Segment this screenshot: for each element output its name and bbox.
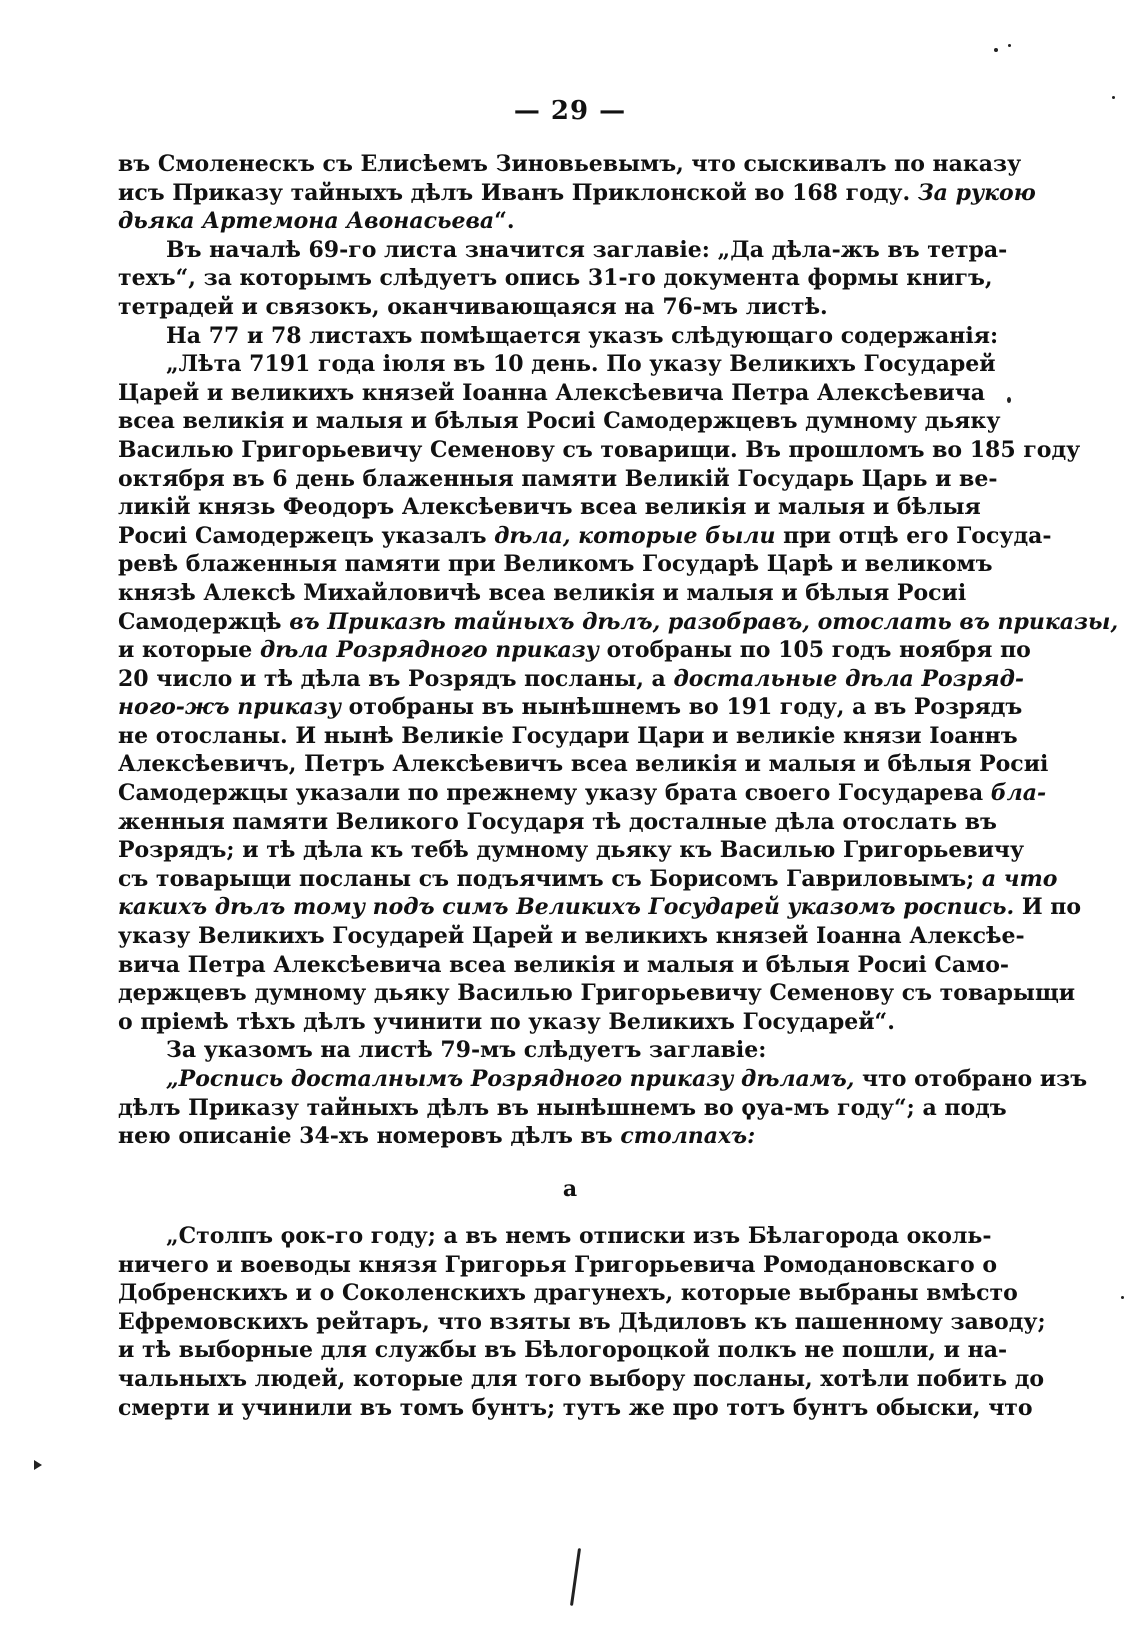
margin-mark-icon (34, 1460, 42, 1470)
text-line: всеа великія и малыя и бѣлыя Росиі Самодержцевъ думному дьяку (118, 408, 1001, 435)
text-line: ревѣ блаженныя памяти при Великомъ Государѣ Царѣ и великомъ (118, 551, 993, 578)
text-line: Росиі Самодержецъ указалъ дѣла, которые были при отцѣ его Госуда- (118, 522, 1052, 549)
text-line: Алексѣевичъ, Петръ Алексѣевичъ всеа великія и малыя и бѣлыя Росиі (118, 751, 1049, 778)
text-line: 20 число и тѣ дѣла въ Розрядъ посланы, а достальные дѣла Розряд- (118, 665, 1025, 692)
text-block-main (118, 150, 1119, 1151)
text-line: нею описаніе 34-хъ номеровъ дѣлъ въ столпахъ: (118, 1123, 756, 1150)
pen-stroke (570, 1548, 581, 1606)
text-line: Добренскихъ и о Соколенскихъ драгунехъ, которые выбраны вмѣсто (118, 1280, 1018, 1307)
text-line: дѣлъ Приказу тайныхъ дѣлъ въ нынѣшнемъ во ϙуа-мъ году“; а подъ (118, 1094, 1007, 1121)
text-line: и которые дѣла Розрядного приказу отобраны по 105 годъ ноября по (118, 637, 1031, 664)
text-line: держцевъ думному дьяку Василью Григорьевичу Семенову съ товарыщи (118, 980, 1076, 1007)
text-line: женныя памяти Великого Государя тѣ досталные дѣла отослать въ (118, 808, 997, 835)
text-line: князѣ Алексѣ Михайловичѣ всеа великія и малыя и бѣлыя Росиі (118, 579, 967, 606)
text-line: вича Петра Алексѣевича всеа великія и малыя и бѣлыя Росиі Само- (118, 951, 1010, 978)
text-line: „Лѣта 7191 года іюля въ 10 день. По указу Великихъ Государей (166, 351, 996, 378)
text-line: чальныхъ людей, которые для того выбору посланы, хотѣли побить до (118, 1365, 1045, 1392)
text-line: съ товарыщи посланы съ подъячимъ съ Борисомъ Гавриловымъ; а что (118, 865, 1058, 892)
text-line: техъ“, за которымъ слѣдуетъ опись 31-го документа формы книгъ, (118, 265, 993, 292)
text-line: Самодержцы указали по прежнему указу брата своего Государева бла- (118, 780, 1047, 807)
text-line: октября въ 6 день блаженныя памяти Великій Государь Царь и ве- (118, 465, 998, 492)
scan-speck (1007, 397, 1011, 403)
text-line: дьяка Артемона Авонасьева“. (118, 208, 515, 235)
scan-speck (1112, 96, 1115, 99)
section-mark: а (562, 1176, 578, 1202)
text-line: ного-жъ приказу отобраны въ нынѣшнемъ во 191 году, а въ Розрядъ (118, 694, 1023, 721)
text-line: За указомъ на листѣ 79-мъ слѣдуетъ заглавіе: (166, 1037, 767, 1064)
scan-speck (994, 48, 998, 52)
text-line: Самодержцѣ въ Приказѣ тайныхъ дѣлъ, разобравъ, отослать въ приказы, (118, 608, 1119, 635)
text-line: ничего и воеводы князя Григорья Григорьевича Ромодановскаго о (118, 1251, 998, 1278)
text-line: Василью Григорьевичу Семенову съ товарищи. Въ прошломъ во 185 году (118, 436, 1081, 463)
text-line: Въ началѣ 69-го листа значится заглавіе: „Да дѣла-жъ въ тетра- (166, 236, 1008, 263)
text-line: ликій князь Феодоръ Алексѣевичъ всеа великія и малыя и бѣлыя (118, 494, 981, 521)
text-line: и тѣ выборные для службы въ Бѣлогороцкой полкъ не пошли, и на- (118, 1337, 1008, 1364)
text-line: Ефремовскихъ рейтаръ, что взяты въ Дѣдиловъ къ пашенному заводу; (118, 1308, 1046, 1335)
text-line: тетрадей и связокъ, оканчивающаяся на 76-мъ листѣ. (118, 293, 828, 320)
scan-speck (1008, 44, 1011, 47)
text-line: „Столпъ ϙок-го году; а въ немъ отписки изъ Бѣлагорода околь- (166, 1223, 992, 1249)
text-line: смерти и учинили въ томъ бунтъ; тутъ же про тотъ бунтъ обыски, что (118, 1394, 1033, 1421)
text-line: исъ Приказу тайныхъ дѣлъ Иванъ Приклонской во 168 году. За рукою (118, 179, 1036, 206)
text-line: въ Смоленескъ съ Елисѣемъ Зиновьевымъ, что сыскивалъ по наказу (118, 151, 1022, 177)
text-line: Розрядъ; и тѣ дѣла къ тебѣ думному дьяку къ Василью Григорьевичу (118, 837, 1025, 864)
scan-speck (1121, 1296, 1124, 1299)
text-line: На 77 и 78 листахъ помѣщается указъ слѣдующаго содержанія: (166, 322, 999, 349)
text-block-entry (118, 1222, 1046, 1422)
text-line: не отосланы. И нынѣ Великіе Государи Цари и великіе князи Іоаннъ (118, 722, 1018, 749)
text-line: Царей и великихъ князей Іоанна Алексѣевича Петра Алексѣевича (118, 379, 986, 406)
page-number: — 29 — (513, 96, 627, 126)
text-line: какихъ дѣлъ тому подъ симъ Великихъ Государей указомъ роспись. И по (118, 894, 1082, 921)
text-line: „Роспись досталнымъ Розрядного приказу дѣламъ, что отобрано изъ (166, 1066, 1088, 1092)
text-line: о пріемѣ тѣхъ дѣлъ учинити по указу Великихъ Государей“. (118, 1008, 895, 1035)
text-line: указу Великихъ Государей Царей и великихъ князей Іоанна Алексѣе- (118, 923, 1025, 950)
